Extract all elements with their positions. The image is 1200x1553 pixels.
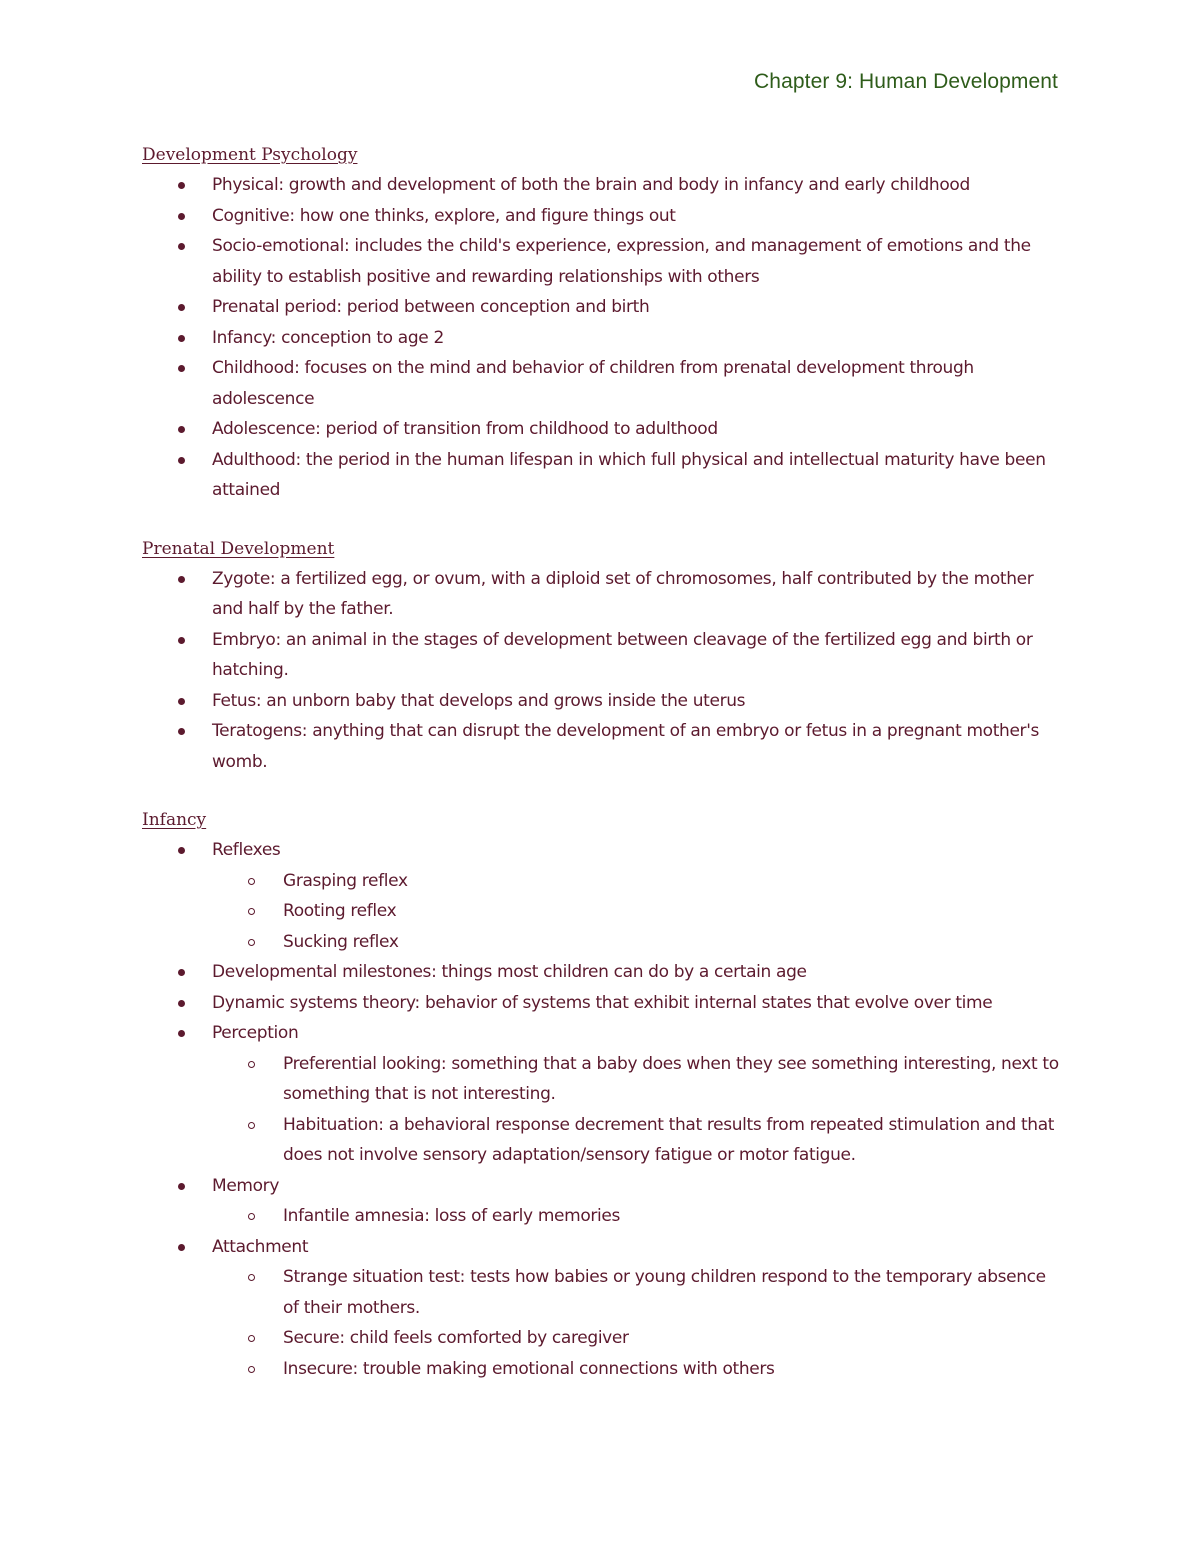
sub-list-item — [212, 1354, 1062, 1385]
list-item-text: Perception — [212, 1023, 299, 1043]
hollow-bullet-icon — [248, 878, 255, 885]
sub-list-item-text: Preferential looking: something that a baby does when they see something interesting, next to something that is not interesting. — [283, 1053, 1059, 1104]
list-item — [142, 1171, 1062, 1232]
sub-list-item-text: Rooting reflex — [283, 901, 397, 921]
list-item-text: Teratogens: anything that can disrupt the development of an embryo or fetus in a pregnant mother's womb. — [212, 721, 1040, 772]
list-item — [142, 564, 1062, 625]
sub-list-item — [212, 896, 1062, 927]
page-title: Chapter 9: Human Development — [754, 70, 1058, 93]
filled-bullet-icon — [178, 969, 185, 976]
sub-bullet-list — [212, 1262, 1062, 1384]
filled-bullet-icon — [178, 243, 185, 250]
list-item — [142, 686, 1062, 717]
sub-list-item — [212, 1049, 1062, 1110]
filled-bullet-icon — [178, 576, 185, 583]
list-item-text: Childhood: focuses on the mind and behavior of children from prenatal development through adolescence — [212, 358, 974, 409]
sub-list-item-text: Infantile amnesia: loss of early memories — [283, 1206, 621, 1226]
list-item-text: Adolescence: period of transition from childhood to adulthood — [212, 419, 718, 439]
list-item-text: Cognitive: how one thinks, explore, and figure things out — [212, 205, 676, 226]
list-item-text: Fetus: an unborn baby that develops and grows inside the uterus — [212, 690, 746, 711]
section-heading: Development Psychology — [142, 145, 358, 165]
sub-list-item-text: Grasping reflex — [283, 870, 408, 891]
filled-bullet-icon — [178, 457, 185, 464]
section-heading: Prenatal Development — [142, 538, 335, 559]
bullet-list — [142, 835, 1062, 1384]
list-item-text: Embryo: an animal in the stages of development between cleavage of the fertilized egg and birth or hatching. — [212, 629, 1033, 680]
hollow-bullet-icon — [248, 908, 255, 915]
sub-list-item — [212, 866, 1062, 897]
hollow-bullet-icon — [248, 1122, 255, 1129]
hollow-bullet-icon — [248, 1335, 255, 1342]
hollow-bullet-icon — [248, 1366, 255, 1373]
list-item — [142, 414, 1062, 445]
filled-bullet-icon — [178, 1183, 185, 1190]
list-item-text: Physical: growth and development of both the brain and body in infancy and early childhood — [212, 175, 970, 195]
list-item — [142, 231, 1062, 292]
bullet-list — [142, 564, 1062, 778]
filled-bullet-icon — [178, 1000, 185, 1007]
sub-bullet-list — [212, 1201, 1062, 1232]
section — [142, 534, 1062, 778]
filled-bullet-icon — [178, 182, 185, 189]
sub-list-item — [212, 1323, 1062, 1354]
hollow-bullet-icon — [248, 939, 255, 946]
sub-list-item-text: Secure: child feels comforted by caregiver — [283, 1328, 629, 1348]
list-item-text: Attachment — [212, 1236, 309, 1257]
list-item — [142, 445, 1062, 506]
hollow-bullet-icon — [248, 1274, 255, 1281]
list-item-text: Dynamic systems theory: behavior of systems that exhibit internal states that evolve over time — [212, 992, 993, 1013]
list-item — [142, 170, 1062, 201]
sub-list-item — [212, 1110, 1062, 1171]
document-body — [142, 140, 1062, 1412]
filled-bullet-icon — [178, 637, 185, 644]
sub-bullet-list — [212, 1049, 1062, 1171]
list-item — [142, 988, 1062, 1019]
bullet-list — [142, 170, 1062, 506]
filled-bullet-icon — [178, 365, 185, 372]
list-item-text: Developmental milestones: things most children can do by a certain age — [212, 962, 807, 982]
list-item-text: Reflexes — [212, 840, 281, 860]
filled-bullet-icon — [178, 728, 185, 735]
list-item-text: Memory — [212, 1175, 280, 1196]
list-item — [142, 323, 1062, 354]
filled-bullet-icon — [178, 1244, 185, 1251]
filled-bullet-icon — [178, 213, 185, 220]
list-item-text: Zygote: a fertilized egg, or ovum, with a diploid set of chromosomes, half contributed by the mother and half by the father. — [212, 568, 1034, 619]
list-item — [142, 292, 1062, 323]
section — [142, 805, 1062, 1384]
list-item-text: Infancy: conception to age 2 — [212, 327, 444, 348]
list-item — [142, 1232, 1062, 1385]
filled-bullet-icon — [178, 335, 185, 342]
sub-list-item-text: Strange situation test: tests how babies or young children respond to the temporary absence of their mothers. — [283, 1267, 1046, 1318]
sub-list-item — [212, 1201, 1062, 1232]
list-item — [142, 716, 1062, 777]
sub-list-item — [212, 1262, 1062, 1323]
sub-list-item-text: Sucking reflex — [283, 931, 399, 952]
filled-bullet-icon — [178, 1030, 185, 1037]
list-item — [142, 353, 1062, 414]
section-heading: Infancy — [142, 810, 207, 830]
list-item — [142, 1018, 1062, 1171]
filled-bullet-icon — [178, 426, 185, 433]
sub-list-item — [212, 927, 1062, 958]
sub-list-item-text: Habituation: a behavioral response decrement that results from repeated stimulation and that does not involve sensory adaptation/sensory fatigue or motor fatigue. — [283, 1114, 1055, 1165]
hollow-bullet-icon — [248, 1213, 255, 1220]
filled-bullet-icon — [178, 847, 185, 854]
sub-bullet-list — [212, 866, 1062, 958]
filled-bullet-icon — [178, 304, 185, 311]
sub-list-item-text: Insecure: trouble making emotional connections with others — [283, 1358, 775, 1379]
hollow-bullet-icon — [248, 1061, 255, 1068]
list-item-text: Prenatal period: period between conception and birth — [212, 297, 650, 317]
list-item-text: Adulthood: the period in the human lifespan in which full physical and intellectual maturity have been attained — [212, 449, 1046, 500]
list-item — [142, 201, 1062, 232]
list-item-text: Socio-emotional: includes the child's experience, expression, and management of emotions and the ability to establish positive and rewarding relationships with others — [212, 236, 1031, 287]
list-item — [142, 957, 1062, 988]
list-item — [142, 835, 1062, 957]
section — [142, 140, 1062, 506]
list-item — [142, 625, 1062, 686]
filled-bullet-icon — [178, 698, 185, 705]
